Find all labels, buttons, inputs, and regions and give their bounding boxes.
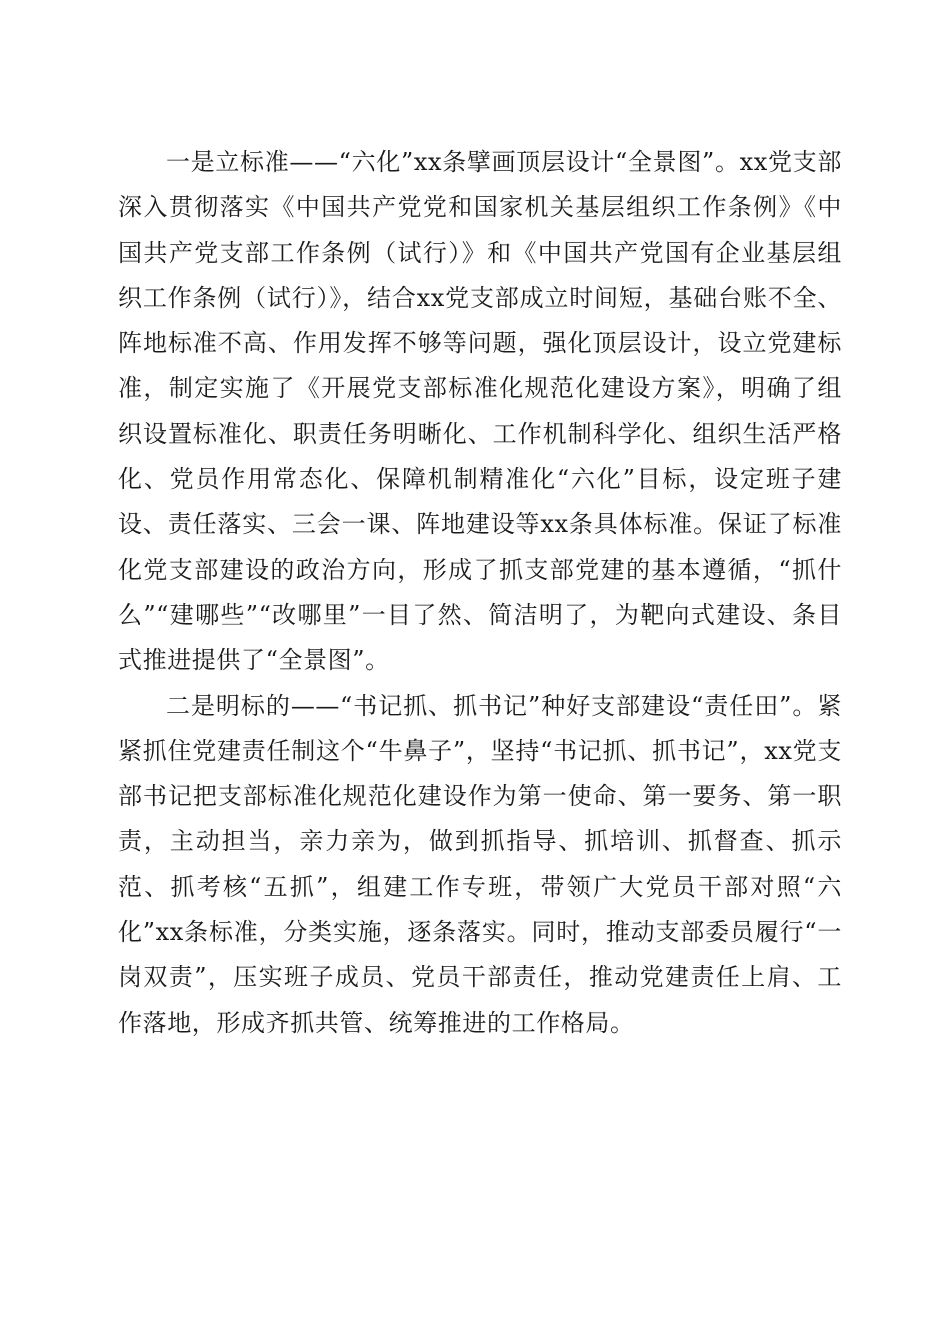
paragraph-text: 紧紧抓住党建责任制这个“牛鼻子”，坚持“书记抓、抓书记”，xx党支部书记把支部标准化规范化建设作为第一使命、第一要务、第一职责，主动担当，亲力亲为，做到抓指导、抓培训、抓督查、抓示范、抓考核“五抓”，组建工作专班，带领广大党员干部对照“六化”xx条标准，分类实施，逐条落实。同时，推动支部委员履行“一岗双责”，压实班子成员、党员干部责任，推动党建责任上肩、工作落地，形成齐抓共管、统筹推进的工作格局。 [118, 691, 842, 1037]
paragraph-text: xx党支部深入贯彻落实《中国共产党党和国家机关基层组织工作条例》《中国共产党支部工作条例（试行）》和《中国共产党国有企业基层组织工作条例（试行）》，结合xx党支部成立时间短，基础台账不全、阵地标准不高、作用发挥不够等问题，强化顶层设计，设立党建标准，制定实施了《开展党支部标准化规范化建设方案》，明确了组织设置标准化、职责任务明晰化、工作机制科学化、组织生活严格化、党员作用常态化、保障机制精准化“六化”目标，设定班子建设、责任落实、三会一课、阵地建设等xx条具体标准。保证了标准化党支部建设的政治方向，形成了抓支部党建的基本遵循，“抓什么”“建哪些”“改哪里”一目了然、简洁明了，为靶向式建设、条目式推进提供了“全景图”。 [118, 148, 843, 675]
paragraph-standards [118, 140, 842, 684]
paragraph-lead: 一是立标准——“六化”xx条擘画顶层设计“全景图”。 [166, 148, 740, 176]
paragraph-lead: 二是明标的——“书记抓、抓书记”种好支部建设“责任田”。 [166, 691, 818, 720]
document-body [118, 140, 842, 1046]
paragraph-responsibility [118, 684, 842, 1046]
